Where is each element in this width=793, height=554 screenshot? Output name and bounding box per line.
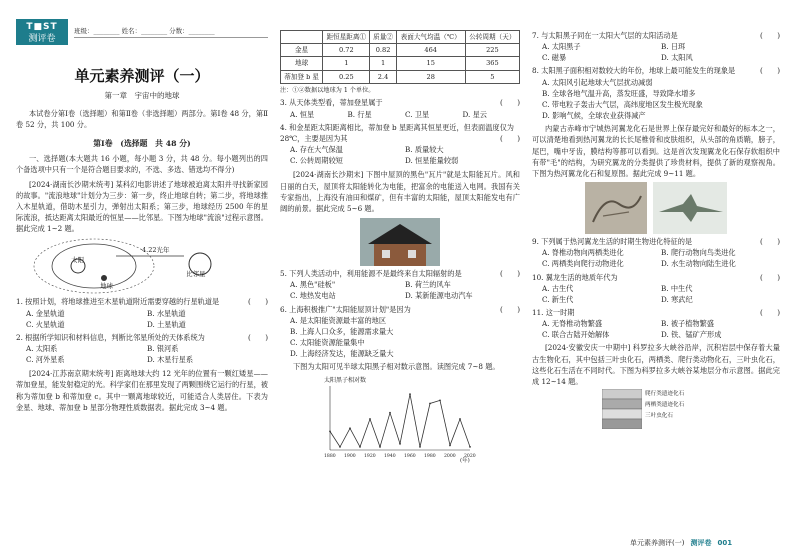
table-cell: 464 — [396, 44, 465, 57]
x-tick-label: 1960 — [404, 454, 416, 460]
q6-paren: ( ) — [500, 304, 520, 314]
q7-option-a[interactable]: A. 太阳黑子 — [542, 42, 581, 52]
q1-option-b[interactable]: B. 水星轨道 — [147, 308, 186, 318]
question-3 — [280, 97, 520, 119]
table-header — [281, 31, 323, 44]
sunspot-data-point — [459, 419, 461, 421]
context-5-6: [2024·湖南长沙期末] 下图中屋顶的黑色"瓦片"就是太阳能瓦片。风和日丽的白天，屋顶将太阳能转化为电能，把富余的电能送入电网。我国有关专家指出，上海没有油田和煤矿，但有丰富的太阳能，屋顶太阳能发电有广阔的前景。据此完成 5~6 题。 — [280, 170, 520, 213]
sunspot-data-point — [359, 446, 361, 448]
q4-option-a[interactable]: A. 存在大气保温 — [290, 145, 343, 155]
q9-option-a[interactable]: A. 脊椎动物向两栖类进化 — [542, 248, 624, 258]
q3-paren: ( ) — [500, 98, 520, 108]
sunspot-series-line — [330, 395, 470, 448]
strata-layers-image — [602, 389, 642, 429]
x-tick-label: 1880 — [324, 454, 336, 460]
sunspot-data-point — [379, 446, 381, 448]
logo-bottom: 测评卷 — [28, 34, 56, 44]
q5-option-c[interactable]: C. 地热发电站 — [290, 291, 336, 301]
x-axis-label: (年) — [460, 458, 470, 465]
question-4 — [280, 122, 520, 167]
intro-text: 本试卷分第Ⅰ卷（选择题）和第Ⅱ卷（非选择题）两部分。第Ⅰ卷 48 分，第Ⅱ卷 52 分，共 100 分。 — [16, 108, 268, 130]
x-tick-label: 1980 — [424, 454, 436, 460]
x-tick-label: 2000 — [444, 454, 456, 460]
table-note: 注：①②数据以地球为 1 个单位。 — [280, 86, 375, 94]
q3-stem: 3. 从天体类型看，蒂加登星属于 — [280, 98, 383, 108]
q9-option-b[interactable]: B. 爬行动物向鸟类进化 — [661, 248, 736, 258]
q5-option-d[interactable]: D. 某新能源电动汽车 — [405, 291, 473, 301]
q6-option-c[interactable]: C. 太阳能资源能量集中 — [290, 337, 365, 347]
section-title: 第Ⅰ卷 (选择题 共 48 分) — [93, 139, 191, 149]
q4-stem: 4. 和金星距太阳距离相比，蒂加登 b 星距离其恒星更近，但表面温度仅为 28℃，主要是因为其 — [280, 122, 514, 143]
context-3-4: [2024·江苏南京期末统考] 距离地球大约 12 光年的位置有一颗红矮星——蒂加登星，能发射稳定的光。科学家们在那里发现了两颗围绕它运行的行星，被称为蒂加登 b 和蒂加登 c。其中一颗离地球较近，可能适合人类居住。下表为金星、地球、蒂加登 b 星部分物理性质数据表。据此完成 3~4 题。 — [16, 369, 268, 412]
question-9 — [532, 236, 780, 269]
q11-option-c[interactable]: C. 联合古陆开始解体 — [542, 330, 610, 340]
q7-stem: 7. 与太阳黑子同在一太阳大气层的太阳活动是 — [532, 31, 678, 40]
distance-label: 4.22光年 — [142, 246, 170, 255]
table-cell: 28 — [396, 70, 465, 83]
x-tick-label: 1920 — [364, 454, 376, 460]
table-row — [281, 57, 520, 70]
q9-stem: 9. 下列属于热河翼龙生活的时期生物进化特征的是 — [532, 237, 693, 247]
table-header: 公转周期（天） — [465, 31, 519, 44]
q9-option-c[interactable]: C. 两栖类向爬行动物进化 — [542, 259, 624, 269]
sun-label: 太阳 — [71, 256, 84, 265]
page-number: 001 — [717, 539, 733, 547]
q6-stem: 6. 上海积极推广"太阳能屋顶计划"是因为 — [280, 304, 411, 314]
q7-option-d[interactable]: D. 太阳风 — [661, 53, 693, 63]
q4-option-d[interactable]: D. 恒星能量较弱 — [405, 156, 459, 166]
sunspot-data-point — [449, 445, 451, 447]
q6-option-a[interactable]: A. 是太阳能资源最丰富的地区 — [290, 315, 387, 325]
q10-stem: 10. 翼龙生活的地质年代为 — [532, 272, 618, 282]
q3-option-a[interactable]: A. 恒星 — [290, 109, 315, 119]
q8-option-a[interactable]: A. 太阳风引起地球大气层扰动减弱 — [542, 77, 653, 87]
q2-option-a[interactable]: A. 太阳系 — [26, 343, 58, 353]
q2-paren: ( ) — [248, 332, 268, 342]
q11-paren: ( ) — [760, 307, 780, 317]
q2-option-b[interactable]: B. 银河系 — [147, 343, 179, 353]
q6-option-b[interactable]: B. 上海人口众多，能源需求量大 — [290, 326, 394, 336]
pterosaur-figures — [532, 182, 780, 234]
context-7-8: 下图为太阳可见半球太阳黑子相对数示意图。读图完成 7~8 题。 — [292, 362, 500, 372]
strata-labels — [645, 389, 684, 422]
question-2 — [16, 332, 268, 365]
table-cell: 15 — [396, 57, 465, 70]
q11-option-b[interactable]: B. 被子植物繁盛 — [661, 319, 714, 329]
sunspot-data-point — [339, 446, 341, 448]
context-1-2: [2024·湖南长沙期末统考] 某科幻电影讲述了地球被迫离太阳并寻找新家园的故事。"流浪地球"计划分为三步：第一步，终止地球自转；第二步，将地球推入木星轨道，借助木星引力，弹射出太阳系；第三步，地球经历 2500 年的星际流浪，抵达距离太阳最近的恒星——比邻星。下图为地球"流浪"过程示意图。据此完成 1~2 题。 — [16, 179, 268, 234]
q2-stem: 2. 根据所学知识和材料信息，判断比邻星所处的天体系统为 — [16, 332, 205, 342]
table-cell: 0.25 — [323, 70, 370, 83]
question-7 — [532, 30, 780, 63]
q8-option-b[interactable]: B. 全球各地气温升高，蒸发旺盛，导致降水增多 — [542, 88, 696, 98]
strata-label: 两栖类遗迹化石 — [645, 402, 685, 409]
q4-option-c[interactable]: C. 公转周期较短 — [290, 156, 343, 166]
table-cell: 地球 — [281, 57, 323, 70]
x-tick-label: 1940 — [384, 454, 396, 460]
question-8 — [532, 65, 780, 121]
q2-option-d[interactable]: D. 木星行星系 — [147, 355, 194, 365]
solar-roof-photo — [360, 218, 440, 266]
footer-label: 测评卷 — [690, 539, 712, 547]
q8-paren: ( ) — [760, 66, 780, 76]
sunspot-data-point — [329, 431, 331, 433]
q4-option-b[interactable]: B. 质量较大 — [405, 145, 444, 155]
column-3 — [532, 0, 780, 429]
table-header: 距恒星距离① — [323, 31, 370, 44]
table-cell: 金星 — [281, 44, 323, 57]
table-cell: 0.82 — [370, 44, 396, 57]
logo — [16, 19, 68, 45]
footer-unit: 单元素养测评(一) — [630, 539, 685, 547]
table-row — [281, 44, 520, 57]
sunspot-data-point — [419, 446, 421, 448]
q6-option-d[interactable]: D. 上海经济发达，能源缺乏量大 — [290, 349, 394, 359]
q1-stem: 1. 按照计划，将地球推进至木星轨道附近需要穿越的行星轨道是 — [16, 297, 220, 307]
q3-option-c[interactable]: C. 卫星 — [405, 109, 430, 119]
q5-paren: ( ) — [500, 269, 520, 279]
table-row — [281, 70, 520, 83]
page-subtitle: 第一章 宇宙中的地球 — [104, 91, 180, 101]
q11-option-d[interactable]: D. 铁、锰矿产形成 — [661, 330, 722, 340]
table-cell: 1 — [370, 57, 396, 70]
pterosaur-fossil-image — [585, 182, 647, 234]
q10-paren: ( ) — [760, 272, 780, 282]
strata-diagram — [602, 389, 780, 429]
planet-table — [280, 30, 520, 84]
header-fields: 班级：________ 姓名：________ 分数：________ — [74, 26, 268, 38]
q8-stem: 8. 太阳黑子面积相对数较大的年份，地球上最可能发生的现象是 — [532, 66, 736, 76]
q11-stem: 11. 这一时期 — [532, 307, 575, 317]
q4-paren: ( ) — [500, 133, 520, 143]
question-5 — [280, 268, 520, 301]
q1-option-d[interactable]: D. 土星轨道 — [147, 319, 186, 329]
table-header: 质量② — [370, 31, 396, 44]
context-12-14: [2024·安徽安庆一中期中] 科罗拉多大峡谷沿岸，沉积岩层中保存着大量古生物化石，其中包括三叶虫化石，两栖类、爬行类动物化石，三叶虫化石，这些化石生活在不同时代。下图为科罗拉多大峡谷某地层分布示意图。据此完成 12~14 题。 — [532, 343, 780, 386]
table-cell: 365 — [465, 57, 519, 70]
q1-paren: ( ) — [248, 297, 268, 307]
table-cell: 5 — [465, 70, 519, 83]
question-11 — [532, 307, 780, 340]
logo-top: T■ST — [26, 22, 58, 32]
proxima-label: 比邻星 — [186, 270, 206, 279]
sunspot-data-point — [409, 394, 411, 396]
earth-label: 地球 — [100, 282, 113, 291]
q7-option-b[interactable]: B. 日珥 — [661, 42, 686, 52]
q10-option-c[interactable]: C. 新生代 — [542, 294, 574, 304]
sunspot-data-point — [399, 443, 401, 445]
x-tick-label: 2020 — [464, 454, 476, 460]
q9-option-d[interactable]: D. 水生动物向陆生进化 — [661, 259, 736, 269]
q5-stem: 5. 下列人类活动中，利用能源不是最终来自太阳辐射的是 — [280, 269, 462, 279]
q9-paren: ( ) — [760, 237, 780, 247]
q5-option-b[interactable]: B. 荷兰的风车 — [405, 280, 451, 290]
table-cell: 1 — [323, 57, 370, 70]
page-footer — [630, 538, 732, 549]
question-10 — [532, 272, 780, 305]
earth-dot — [101, 275, 107, 281]
q10-option-a[interactable]: A. 古生代 — [542, 283, 574, 293]
sunspot-data-point — [349, 428, 351, 430]
q7-paren: ( ) — [760, 31, 780, 40]
wandering-earth-diagram — [16, 236, 268, 294]
q7-option-c[interactable]: C. 磁暴 — [542, 53, 567, 63]
table-header: 表面大气均温（℃） — [396, 31, 465, 44]
column-2 — [280, 0, 520, 464]
page-title: 单元素养测评（一） — [74, 67, 210, 85]
q2-option-c[interactable]: C. 河外星系 — [26, 355, 65, 365]
question-6 — [280, 304, 520, 360]
q10-option-b[interactable]: B. 中生代 — [661, 283, 693, 293]
chart-title: 太阳黑子相对数 — [324, 377, 367, 385]
sunspot-data-point — [469, 446, 471, 448]
strata-label: 爬行类遗迹化石 — [645, 391, 685, 398]
table-cell: 2.4 — [370, 70, 396, 83]
section-instructions: 一、选择题(本大题共 16 小题，每小题 3 分，共 48 分。每小题列出的四个备选项中只有一个是符合题目要求的，不选、多选、错选均不得分) — [16, 154, 268, 175]
q5-option-a[interactable]: A. 黑色"硅板" — [290, 280, 336, 290]
q11-option-a[interactable]: A. 无脊椎动物繁盛 — [542, 319, 603, 329]
q3-option-b[interactable]: B. 行星 — [347, 109, 372, 119]
x-tick-label: 1900 — [344, 454, 356, 460]
pterosaur-restoration-image — [653, 182, 727, 234]
table-cell: 蒂加登 b 星 — [281, 70, 323, 83]
sunspot-data-point — [429, 403, 431, 405]
header-bar — [16, 19, 268, 45]
q8-option-c[interactable]: C. 带电粒子轰击大气层，高纬度地区发生极光现象 — [542, 99, 703, 109]
question-1 — [16, 296, 268, 329]
context-9-11: 内蒙古赤峰市宁城热河翼龙化石是世界上保存最完好和最好的标本之一，可以清楚地看到热河翼龙的长长尾椎骨和皮肤组织，从头部的角质鞘，膀子，尾巴，嘴中牙齿，膜结构等都可以看到。这是首次发现翼龙化石保存软组织中有带"毛"的结构，为研究翼龙的分类提供了珍贵材料，提供了新的观察视角。下图为热河翼龙化石和复原图。据此完成 9~11 题。 — [532, 124, 780, 178]
q10-option-d[interactable]: D. 寒武纪 — [661, 294, 693, 304]
strata-label: 三叶虫化石 — [645, 413, 673, 420]
sunspot-chart — [320, 374, 480, 464]
table-cell: 0.72 — [323, 44, 370, 57]
q1-option-c[interactable]: C. 火星轨道 — [26, 319, 65, 329]
table-header-row — [281, 31, 520, 44]
q1-option-a[interactable]: A. 金星轨道 — [26, 308, 65, 318]
q3-option-d[interactable]: D. 星云 — [462, 109, 487, 119]
sunspot-data-point — [369, 419, 371, 421]
table-cell: 225 — [465, 44, 519, 57]
house-illustration — [360, 218, 440, 266]
sunspot-data-point — [439, 400, 441, 402]
column-1 — [16, 0, 268, 413]
q8-option-d[interactable]: D. 影响气候，全球农业获得减产 — [542, 111, 646, 121]
sunspot-data-point — [389, 412, 391, 414]
